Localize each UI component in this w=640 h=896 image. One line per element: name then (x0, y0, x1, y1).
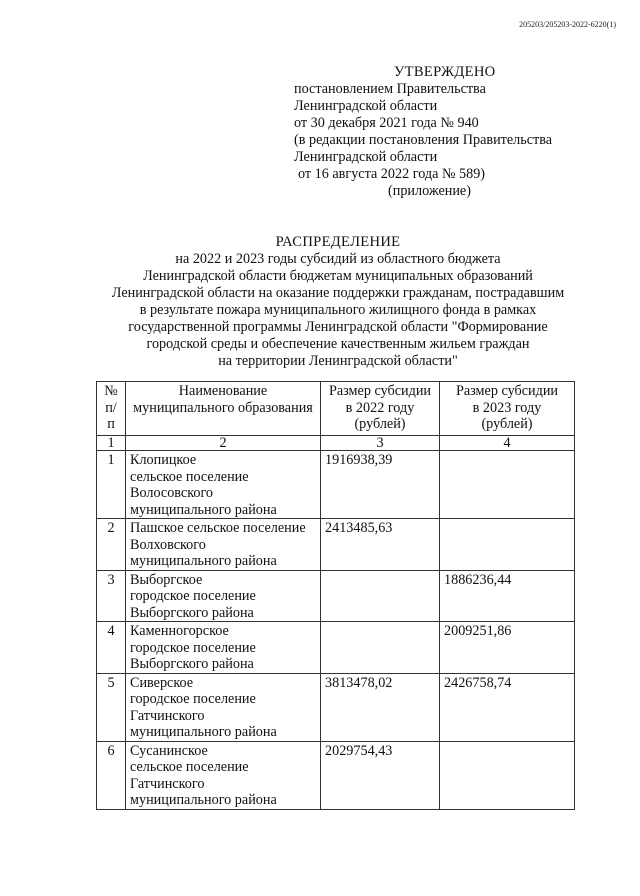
amount-2022: 2413485,63 (321, 519, 440, 571)
amount-2023 (440, 451, 575, 519)
approval-line: Ленинградской области (294, 98, 438, 114)
row-number: 1 (97, 451, 126, 519)
amount-2023: 1886236,44 (440, 570, 575, 622)
column-number: 2 (126, 436, 321, 451)
document-heading (60, 234, 616, 370)
approval-line: Ленинградской области (294, 149, 438, 165)
municipality-name: Пашское сельское поселение Волховского муниципального района (126, 519, 321, 571)
amount-2023: 2426758,74 (440, 673, 575, 741)
distribution-table (96, 381, 575, 810)
heading-line: в результате пожара муниципального жилищного фонда в рамках (139, 302, 537, 318)
amount-2022: 2029754,43 (321, 741, 440, 809)
amount-2022 (321, 622, 440, 674)
approval-line: постановлением Правительства (294, 81, 486, 97)
heading-line: Ленинградской области бюджетам муниципальных образований (143, 268, 533, 284)
amount-2023 (440, 741, 575, 809)
row-number: 5 (97, 673, 126, 741)
table-row (97, 673, 575, 741)
header-name: Наименование муниципального образования (126, 382, 321, 436)
table-row (97, 570, 575, 622)
municipality-name: Клопицкое сельское поселение Волосовского муниципального района (126, 451, 321, 519)
row-number: 4 (97, 622, 126, 674)
table-header-row (97, 382, 575, 436)
heading-line: на территории Ленинградской области" (218, 353, 458, 369)
amount-2023: 2009251,86 (440, 622, 575, 674)
column-number: 1 (97, 436, 126, 451)
approval-line: от 30 декабря 2021 года № 940 (294, 115, 479, 131)
amount-2023 (440, 519, 575, 571)
heading-line: государственной программы Ленинградской области "Формирование (128, 319, 548, 335)
approval-appendix: (приложение) (388, 183, 471, 199)
row-number: 3 (97, 570, 126, 622)
approval-block (294, 64, 614, 200)
municipality-name: Выборгское городское поселение Выборгского района (126, 570, 321, 622)
amount-2022: 1916938,39 (321, 451, 440, 519)
column-number-row (97, 436, 575, 451)
table-row (97, 451, 575, 519)
row-number: 6 (97, 741, 126, 809)
municipality-name: Сиверское городское поселение Гатчинского муниципального района (126, 673, 321, 741)
heading-line: на 2022 и 2023 годы субсидий из областного бюджета (175, 251, 501, 267)
document-number: 205203/205203-2022-6220(1) (519, 20, 616, 29)
approved-title: УТВЕРЖДЕНО (394, 64, 496, 80)
approval-line: от 16 августа 2022 года № 589) (298, 166, 486, 182)
table-row (97, 741, 575, 809)
amount-2022 (321, 570, 440, 622)
heading-line: городской среды и обеспечение качественным жильем граждан (146, 336, 530, 352)
column-number: 4 (440, 436, 575, 451)
table-row (97, 519, 575, 571)
heading-line: Ленинградской области на оказание поддержки гражданам, пострадавшим (111, 285, 565, 301)
municipality-name: Каменногорское городское поселение Выборгского района (126, 622, 321, 674)
header-2022: Размер субсидии в 2022 году (рублей) (321, 382, 440, 436)
municipality-name: Сусанинское сельское поселение Гатчинского муниципального района (126, 741, 321, 809)
amount-2022: 3813478,02 (321, 673, 440, 741)
document-title: РАСПРЕДЕЛЕНИЕ (275, 234, 401, 250)
row-number: 2 (97, 519, 126, 571)
column-number: 3 (321, 436, 440, 451)
header-2023: Размер субсидии в 2023 году (рублей) (440, 382, 575, 436)
header-num: № п/ п (97, 382, 126, 436)
table-row (97, 622, 575, 674)
approval-line: (в редакции постановления Правительства (294, 132, 553, 148)
